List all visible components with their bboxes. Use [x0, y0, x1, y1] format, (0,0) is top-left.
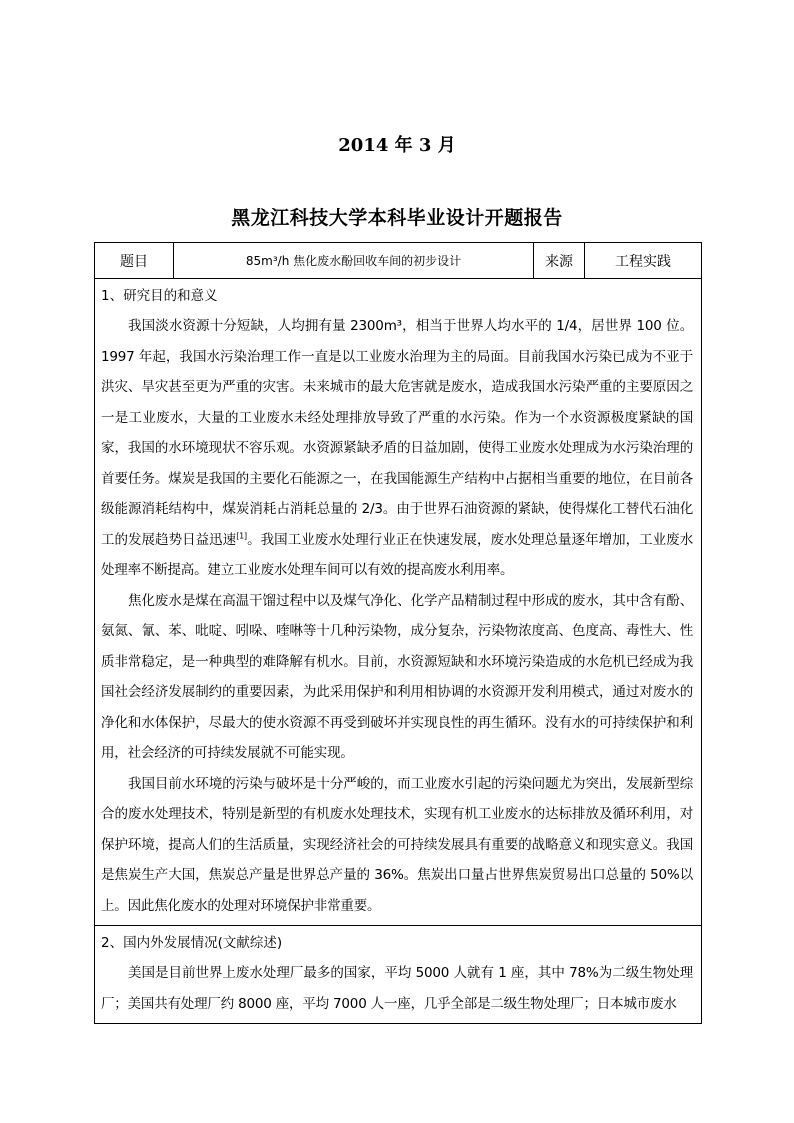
section1-cell	[95, 279, 702, 926]
section2-title: 2、国内外发展情况(文献综述)	[101, 935, 283, 951]
section1-paragraph-2: 焦化废水是煤在高温干馏过程中以及煤气净化、化学产品精制过程中形成的废水，其中含有酚、氨氮、氰、苯、吡啶、吲哚、喹啉等十几种污染物，成分复杂，污染物浓度高、色度高、毒性大、性质非常稳定，是一种典型的难降解有机水。目前，水资源短缺和水环境污染造成的水危机已经成为我国社会经济发展制约的重要因素，为此采用保护和利用相协调的水资源开发利用模式，通过对废水的净化和水体保护，尽最大的使水资源不再受到破坏并实现良性的再生循环。没有水的可持续保护和利用，社会经济的可持续发展就不可能实现。	[101, 592, 693, 761]
section1-p1-text: 我国淡水资源十分短缺，人均拥有量 2300m³，相当于世界人均水平的 1/4，居世界 100 位。1997 年起，我国水污染治理工作一直是以工业废水治理为主的局面。目前我国水污染已成为不亚于洪灾、旱灾甚至更为严重的灾害。未来城市的最大危害就是废水，造成我国水污染严重的主要原因之一是工业废水，大量的工业废水未经处理排放导致了严重的水污染。作为一个水资源极度紧缺的国家，我国的水环境现状不容乐观。水资源紧缺矛盾的日益加剧，使得工业废水处理成为水污染治理的首要任务。煤炭是我国的主要化石能源之一，在我国能源生产结构中占据相当重要的地位，在目前各级能源消耗结构中，煤炭消耗占消耗总量的 2/3。由于世界石油资源的紧缺，使得煤化工替代石油化工的发展趋势日益迅速	[101, 318, 693, 548]
source-value: 工程实践	[585, 243, 702, 279]
section2-cell	[95, 926, 702, 1024]
section1-paragraph-3: 我国目前水环境的污染与破坏是十分严峻的，而工业废水引起的污染问题尤为突出，发展新型综合的废水处理技术，特别是新型的有机废水处理技术，实现有机工业废水的达标排放及循环利用，对保护环境，提高人们的生活质量，实现经济社会的可持续发展具有重要的战略意义和现实意义。我国是焦炭生产大国，焦炭总产量是世界总产量的 36%。焦炭出口量占世界焦炭贸易出口总量的 50%以上。因此焦化废水的处理对环境保护非常重要。	[101, 775, 693, 914]
section1-title: 1、研究目的和意义	[101, 288, 218, 304]
section1-paragraph-1	[101, 311, 693, 586]
section2-row	[95, 926, 702, 1024]
report-table	[94, 242, 702, 1024]
section2-paragraph-1: 美国是目前世界上废水处理厂最多的国家，平均 5000 人就有 1 座，其中 78%为二级生物处理厂；美国共有处理厂约 8000 座，平均 7000 人一座，几乎全部是二级生物处理厂；日本城市废水	[101, 965, 693, 1012]
section1-row	[95, 279, 702, 926]
report-title: 黑龙江科技大学本科毕业设计开题报告	[231, 207, 563, 229]
topic-label: 题目	[95, 243, 174, 279]
topic-value: 85m³/h 焦化废水酚回收车间的初步设计	[174, 243, 534, 279]
section1-p1-tail: 。我国工业废水处理行业正在快速发展，废水处理总量逐年增加，工业废水处理率不断提高。建立工业废水处理车间可以有效的提高废水利用率。	[101, 531, 694, 578]
citation-ref: [1]	[236, 531, 247, 540]
source-label: 来源	[534, 243, 585, 279]
info-row	[95, 243, 702, 279]
report-date: 2014 年 3 月	[338, 135, 456, 156]
